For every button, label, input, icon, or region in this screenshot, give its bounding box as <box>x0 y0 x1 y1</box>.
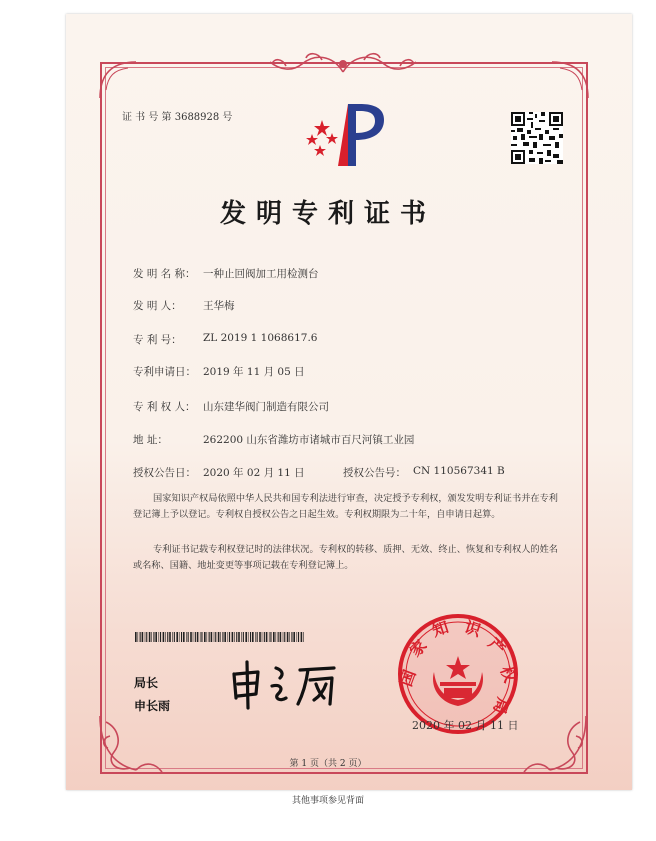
grant-date-value: 2020 年 02 月 11 日 <box>203 467 305 479</box>
patentee-value: 山东建华阀门制造有限公司 <box>203 401 329 413</box>
inventor-label: 发 明 人： <box>133 300 182 312</box>
svg-text:家: 家 <box>405 635 431 661</box>
page-title: 发明专利证书 <box>219 199 436 229</box>
publication-number-value: CN 110567341 B <box>413 465 505 477</box>
cnipa-logo-icon <box>302 100 388 170</box>
certificate-number: 证 书 号 第 3688928 号 <box>122 112 233 123</box>
invention-name-label: 发 明 名 称： <box>133 268 196 280</box>
filing-date-label: 专利申请日： <box>133 366 196 378</box>
qr-code <box>511 112 563 164</box>
address-label: 地 址： <box>133 434 168 446</box>
svg-text:国: 国 <box>396 667 420 689</box>
address-value: 262200 山东省潍坊市诸城市百尺河镇工业园 <box>203 434 415 446</box>
page-number: 第 1 页（共 2 页） <box>289 759 367 769</box>
corner-ornament-top-left <box>98 60 138 100</box>
inventor-value: 王华梅 <box>203 300 235 312</box>
svg-text:知: 知 <box>429 617 451 641</box>
svg-text:局: 局 <box>489 695 513 717</box>
footer-note: 其他事项参见背面 <box>291 796 364 806</box>
svg-text:识: 识 <box>462 617 484 641</box>
svg-text:权: 权 <box>496 663 520 685</box>
legal-status-note <box>133 542 558 574</box>
top-ornament <box>262 50 424 78</box>
director-signature <box>228 656 352 710</box>
corner-ornament-top-right <box>550 60 590 100</box>
patentee-label: 专 利 权 人： <box>133 401 196 413</box>
svg-text:产: 产 <box>484 633 510 659</box>
stamp-date: 2020 年 02 月 11 日 <box>412 719 519 732</box>
director-name: 申长雨 <box>134 699 171 713</box>
legal-status-note-text: 专利证书记载专利权登记时的法律状况。专利权的转移、质押、无效、终止、恢复和专利权人的姓名或名称、国籍、地址变更等事项记载在专利登记簿上。 <box>133 544 558 571</box>
invention-name-value: 一种止回阀加工用检测台 <box>203 268 319 280</box>
grant-statement-text: 国家知识产权局依照中华人民共和国专利法进行审查，决定授予专利权，颁发发明专利证书并在专利登记簿上予以登记。专利权自授权公告之日起生效。专利权期限为二十年，自申请日起算。 <box>133 493 558 520</box>
director-title: 局长 <box>134 676 159 690</box>
publication-number-label: 授权公告号： <box>343 467 406 479</box>
barcode <box>135 632 305 642</box>
grant-statement <box>133 491 558 523</box>
patent-number-label: 专 利 号： <box>133 334 182 346</box>
filing-date-value: 2019 年 11 月 05 日 <box>203 366 305 378</box>
grant-date-label: 授权公告日： <box>133 467 196 479</box>
patent-number-value: ZL 2019 1 1068617.6 <box>203 332 318 344</box>
